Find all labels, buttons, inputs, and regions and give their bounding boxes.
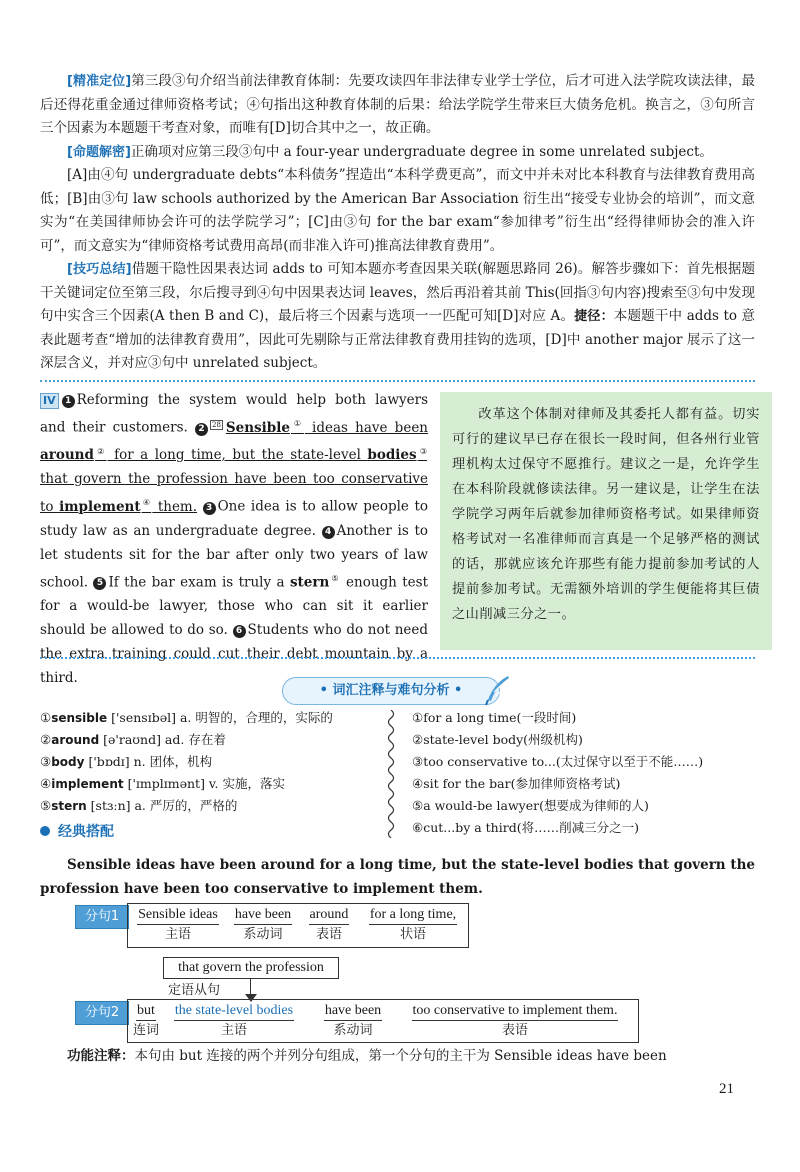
clause-2-conjunction <box>131 1002 161 1041</box>
clause-2-predicative <box>396 1002 634 1041</box>
vocab-word: stern <box>51 799 87 813</box>
decode-text-2: [A]由④句 undergraduate debts“本科债务”捏造出“本科学费更高”，而文中并未对比本科教育与法律教育费用高低；[B]由③句 law schools authorized by the American Bar Association 衍生出“接受专业协会的培训”，而文意实为“在美国律师协会许可的法学院学习”；[C]由③句 for the bar exam“参加律考”衍生出“经得律师协会的准入许可”，而文意实为“律师资格考试费用高昂(而非准入许可)推高法律教育费用”。 <box>40 167 755 254</box>
vocab-num: ③ <box>40 754 52 769</box>
vocab-phonetic: [stɜːn] <box>86 798 135 813</box>
sup-1: ① <box>290 419 304 428</box>
function-note-tag: 功能注释： <box>67 1048 135 1064</box>
skill-paragraph <box>40 258 755 376</box>
vocab-phonetic: ['bɒdɪ] <box>84 754 134 769</box>
skill-text: 借题干隐性因果表达词 adds to 可知本题亦考查因果关联(解题思路同 26)。解答步骤如下：首先根据题干关键词定位至第三段，尔后搜寻到④句中因果表达词 leaves，然后再沿着其前 This(回指③句内容)搜索至③句中发现句中实含三个因素(A then B and C)，最后将三个因素与选项一一匹配可知[D]对应 A。 <box>40 261 755 324</box>
chunk-text: for a long time, <box>369 906 457 925</box>
decode-tag: [命题解密] <box>67 144 131 160</box>
vocab-definition: a. 明智的，合理的，实际的 <box>179 710 333 725</box>
vocab-word: around <box>51 733 100 747</box>
clause-1-linking-verb <box>229 906 297 945</box>
vocab-phonetic: [ə'raʊnd] <box>99 732 165 747</box>
vocab-item <box>40 795 380 817</box>
relative-clause-box: that govern the profession <box>163 957 339 979</box>
passage <box>40 388 428 690</box>
classic-title: 经典搭配 <box>58 824 114 840</box>
sup-2: ② <box>94 446 107 456</box>
phrase-item: ⑥cut...by a third(将……削减三分之一) <box>412 820 639 835</box>
vocab-definition: a. 严厉的，严格的 <box>134 798 238 813</box>
divider-top <box>40 380 755 382</box>
sentence-2-part-c: that govern the profession have been too conservative to <box>40 471 428 515</box>
chunk-label: 主语 <box>164 927 191 942</box>
vocab-word-sensible: Sensible <box>225 419 290 436</box>
clause-1-predicative <box>302 906 356 945</box>
vocab-phonetic: ['ɪmplɪmənt] <box>123 776 209 791</box>
locate-tag: [精准定位] <box>67 74 132 89</box>
vocab-item <box>40 729 380 751</box>
chunk-text: the state-level bodies <box>174 1002 294 1021</box>
quill-pen-icon <box>482 674 512 706</box>
analysis-section <box>40 70 755 376</box>
sentence-number-3: 3 <box>203 502 216 515</box>
clause-1-subject <box>131 906 225 945</box>
sup-4: ④ <box>141 498 152 507</box>
decode-paragraph-2 <box>40 164 755 258</box>
clause-1-tag: 分句1 <box>75 905 129 929</box>
vocab-num: ① <box>40 710 52 725</box>
relative-clause-label: 定语从句 <box>168 983 221 998</box>
phrase-item: ②state-level body(州级机构) <box>412 732 583 747</box>
phrase-item: ①for a long time(一段时间) <box>412 710 577 725</box>
clause-2-subject <box>164 1002 304 1041</box>
phrase-list <box>412 707 772 839</box>
sup-3: ③ <box>417 446 428 456</box>
sentence-1: Reforming the system would help both lawyers and their customers. <box>40 392 428 436</box>
chunk-label: 表语 <box>501 1023 528 1038</box>
vocab-list <box>40 707 380 817</box>
vocab-num: ② <box>40 732 52 747</box>
chunk-label: 主语 <box>220 1023 247 1038</box>
skill-tag: [技巧总结] <box>67 262 132 277</box>
vocab-word: implement <box>51 777 124 791</box>
vocab-item <box>40 751 380 773</box>
divider-bottom <box>40 657 755 659</box>
sentence-5-part-a: If the bar exam is truly a <box>108 574 290 590</box>
chunk-label: 系动词 <box>243 927 283 942</box>
chunk-text: too conservative to implement them. <box>412 1002 619 1021</box>
vocab-num: ④ <box>40 776 52 791</box>
locate-paragraph <box>40 70 755 141</box>
vocab-definition: v. 实施，落实 <box>208 776 285 791</box>
vocab-definition: ad. 存在着 <box>164 732 226 747</box>
vocab-section-title: • 词汇注释与难句分析 • <box>282 677 500 705</box>
key-sentence: Sensible ideas have been around for a long time, but the state-level bodies that govern the profession have been too conservative to implement them. <box>40 857 755 897</box>
sentence-number-4: 4 <box>322 526 335 539</box>
vocab-word-bodies: bodies <box>367 447 417 463</box>
vocab-word-implement: implement <box>59 498 141 515</box>
vocab-phonetic: ['sensɪbəl] <box>107 710 180 725</box>
vocab-word-around: around <box>40 447 94 463</box>
roman-numeral-badge: IV <box>40 393 59 409</box>
vocab-word: body <box>51 755 85 769</box>
chunk-label: 系动词 <box>333 1023 373 1038</box>
sentence-2-part-d: them. <box>152 498 198 515</box>
sentence-4: Another is to let students sit for the bar after only two years of law school. <box>40 522 429 590</box>
function-note-text: 本句由 but 连接的两个并列分句组成，第一个分句的主干为 Sensible ideas have been <box>134 1048 667 1064</box>
clause-1-adverbial <box>361 906 465 945</box>
sentence-5-part-b: enough test for a would-be lawyer, those who can sit it earlier should be allowed to do so. <box>40 574 429 638</box>
sentence-6: Students who do not need the extra training could cut their debt mountain by a third. <box>40 622 429 686</box>
vocab-item <box>40 707 380 729</box>
vocab-word: sensible <box>51 711 108 725</box>
sentence-number-6: 6 <box>233 625 246 638</box>
sup-5: ⑤ <box>330 573 340 583</box>
shortcut-tag: 捷径： <box>574 309 614 324</box>
question-ref-badge: 28 <box>211 420 221 429</box>
chunk-label: 表语 <box>315 927 342 942</box>
sentence-2-part-b: for a long time, but the state-level <box>107 447 368 463</box>
sentence-number-2: 2 <box>195 423 208 436</box>
clause-2-tag: 分句2 <box>75 1001 129 1025</box>
page-number: 21 <box>719 1081 734 1097</box>
shortcut-text: 本题题干中 adds to 意表此题考查“增加的法律教育费用”，因此可先剔除与正常法律教育费用挂钩的选项，[D]中 another major 展示了这一深层含义，并对应③句中 unrelated subject。 <box>40 308 755 371</box>
translation-box: 改革这个体制对律师及其委托人都有益。切实可行的建议早已存在很长一段时间，但各州行业管理机构太过保守不愿推行。建议之一是，允许学生在本科阶段就修读法律。另一建议是，让学生在法学院学习两年后就参加律师资格考试。如果律师资格考试对一名准律师而言真是一个足够严格的测试的话，那就应该允许那些有能力提前参加考试的人提前参加考试。无需额外培训的学生便能将其巨债之山削减三分之一。 <box>440 392 772 650</box>
sentence-2-part-a: ideas have been <box>304 419 429 436</box>
locate-text: 第三段③句介绍当前法律教育体制：先要攻读四年非法律专业学士学位，后才可进入法学院攻读法律，最后还得花重金通过律师资格考试；④句指出这种教育体制的后果：给法学院学生带来巨大债务危机。换言之，③句所言三个因素为本题题干考查对象，而唯有[D]切合其中之一，故正确。 <box>40 73 756 136</box>
bullet-dot-icon <box>40 826 50 836</box>
chunk-text: Sensible ideas <box>137 906 219 925</box>
wavy-divider <box>384 710 398 838</box>
sentence-3: One idea is to allow people to study law as an undergraduate degree. <box>40 498 428 539</box>
vocab-definition: n. 团体，机构 <box>133 754 213 769</box>
decode-text-1: 正确项对应第三段③句中 a four-year undergraduate degree in some unrelated subject。 <box>130 143 713 160</box>
vocab-num: ⑤ <box>40 798 52 813</box>
vocab-word-stern: stern <box>289 574 330 590</box>
phrase-item: ⑤a would-be lawyer(想要成为律师的人) <box>412 798 649 813</box>
sentence-number-5: 5 <box>93 577 106 590</box>
phrase-item: ④sit for the bar(参加律师资格考试) <box>412 776 621 791</box>
chunk-label: 状语 <box>399 927 426 942</box>
vocab-item <box>40 773 380 795</box>
function-note <box>40 1045 755 1067</box>
chunk-label: 连词 <box>132 1023 159 1038</box>
classic-heading <box>40 821 114 841</box>
sentence-number-1: 1 <box>62 395 75 408</box>
decode-paragraph <box>40 141 755 165</box>
chunk-text: around <box>309 906 350 925</box>
phrase-item: ③too conservative to...(太过保守以至于不能……) <box>412 754 704 769</box>
clause-2-linking-verb <box>318 1002 388 1041</box>
chunk-text: have been <box>234 906 292 925</box>
chunk-text: have been <box>324 1002 382 1021</box>
chunk-text: but <box>136 1002 156 1021</box>
